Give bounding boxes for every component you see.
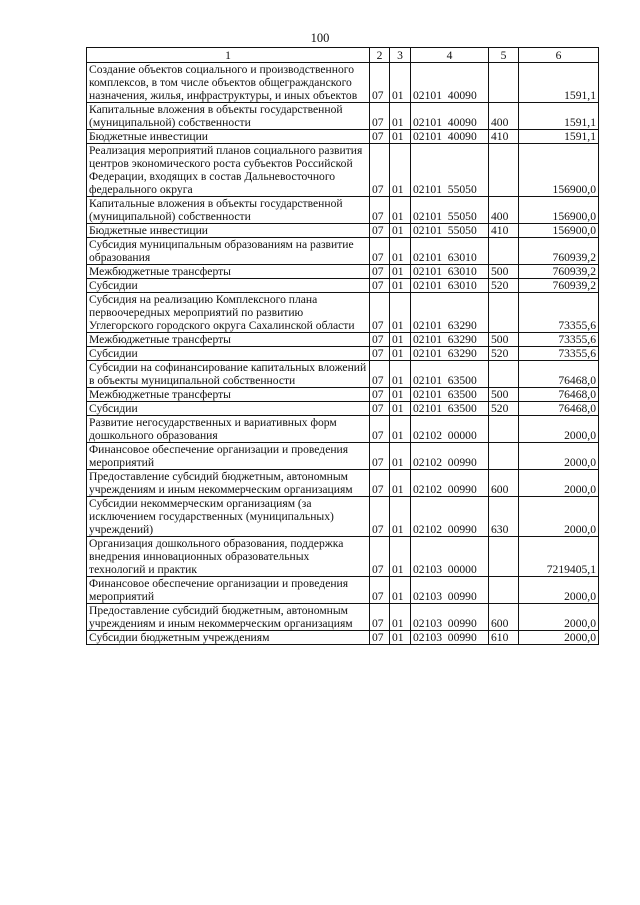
- row-expense-type: 410: [489, 224, 519, 238]
- header-col-1: 1: [87, 48, 370, 63]
- row-section: 07: [370, 103, 390, 130]
- row-section: 07: [370, 604, 390, 631]
- row-amount: 1591,1: [519, 103, 599, 130]
- row-target-article: 02102 00990: [411, 443, 489, 470]
- row-expense-type: 600: [489, 604, 519, 631]
- row-target-article: 02103 00000: [411, 537, 489, 577]
- table-row: [87, 333, 599, 347]
- row-subsection: 01: [390, 443, 411, 470]
- table-row: [87, 416, 599, 443]
- row-amount: 2000,0: [519, 631, 599, 645]
- row-section: 07: [370, 238, 390, 265]
- row-name: Капитальные вложения в объекты государственной (муниципальной) собственности: [87, 197, 370, 224]
- row-section: 07: [370, 470, 390, 497]
- row-expense-type: 520: [489, 279, 519, 293]
- table-row: [87, 63, 599, 103]
- row-section: 07: [370, 416, 390, 443]
- row-target-article: 02103 00990: [411, 577, 489, 604]
- row-target-article: 02102 00000: [411, 416, 489, 443]
- row-amount: 2000,0: [519, 577, 599, 604]
- table-row: [87, 537, 599, 577]
- row-subsection: 01: [390, 333, 411, 347]
- table-row: [87, 224, 599, 238]
- table-row: [87, 347, 599, 361]
- row-subsection: 01: [390, 416, 411, 443]
- table-row: [87, 103, 599, 130]
- row-subsection: 01: [390, 293, 411, 333]
- table-row: [87, 631, 599, 645]
- row-subsection: 01: [390, 388, 411, 402]
- row-amount: 73355,6: [519, 347, 599, 361]
- row-amount: 2000,0: [519, 443, 599, 470]
- header-col-2: 2: [370, 48, 390, 63]
- header-col-3: 3: [390, 48, 411, 63]
- table-row: [87, 238, 599, 265]
- row-subsection: 01: [390, 103, 411, 130]
- row-amount: 73355,6: [519, 293, 599, 333]
- row-amount: 2000,0: [519, 470, 599, 497]
- row-name: Бюджетные инвестиции: [87, 130, 370, 144]
- row-amount: 760939,2: [519, 265, 599, 279]
- table-row: [87, 197, 599, 224]
- row-amount: 1591,1: [519, 130, 599, 144]
- row-amount: 2000,0: [519, 604, 599, 631]
- row-name: Субсидии: [87, 347, 370, 361]
- row-target-article: 02101 63500: [411, 361, 489, 388]
- row-name: Субсидия муниципальным образованиям на развитие образования: [87, 238, 370, 265]
- row-amount: 76468,0: [519, 388, 599, 402]
- row-name: Субсидии некоммерческим организациям (за исключением государственных (муниципальных) учреждений): [87, 497, 370, 537]
- row-name: Межбюджетные трансферты: [87, 388, 370, 402]
- row-name: Субсидии: [87, 402, 370, 416]
- row-name: Межбюджетные трансферты: [87, 333, 370, 347]
- row-target-article: 02101 40090: [411, 130, 489, 144]
- row-expense-type: [489, 416, 519, 443]
- row-name: Финансовое обеспечение организации и проведения мероприятий: [87, 577, 370, 604]
- row-expense-type: 610: [489, 631, 519, 645]
- table-row: [87, 604, 599, 631]
- row-section: 07: [370, 402, 390, 416]
- row-target-article: 02102 00990: [411, 497, 489, 537]
- row-expense-type: 500: [489, 388, 519, 402]
- row-subsection: 01: [390, 402, 411, 416]
- header-col-4: 4: [411, 48, 489, 63]
- table-row: [87, 279, 599, 293]
- row-expense-type: [489, 293, 519, 333]
- row-section: 07: [370, 293, 390, 333]
- row-section: 07: [370, 497, 390, 537]
- row-expense-type: [489, 238, 519, 265]
- row-target-article: 02101 63290: [411, 333, 489, 347]
- row-subsection: 01: [390, 347, 411, 361]
- row-amount: 760939,2: [519, 279, 599, 293]
- row-target-article: 02101 40090: [411, 103, 489, 130]
- row-target-article: 02101 63500: [411, 402, 489, 416]
- row-name: Предоставление субсидий бюджетным, автономным учреждениям и иным некоммерческим организациям: [87, 470, 370, 497]
- row-target-article: 02101 55050: [411, 144, 489, 197]
- table-row: [87, 361, 599, 388]
- row-expense-type: 520: [489, 402, 519, 416]
- row-target-article: 02101 40090: [411, 63, 489, 103]
- row-expense-type: 500: [489, 333, 519, 347]
- header-col-6: 6: [519, 48, 599, 63]
- row-section: 07: [370, 224, 390, 238]
- row-target-article: 02101 63500: [411, 388, 489, 402]
- row-target-article: 02101 63290: [411, 293, 489, 333]
- row-amount: 760939,2: [519, 238, 599, 265]
- row-name: Субсидии на софинансирование капитальных вложений в объекты муниципальной собственности: [87, 361, 370, 388]
- row-expense-type: 400: [489, 197, 519, 224]
- table-row: [87, 388, 599, 402]
- row-section: 07: [370, 347, 390, 361]
- row-expense-type: 410: [489, 130, 519, 144]
- row-amount: 2000,0: [519, 416, 599, 443]
- row-target-article: 02101 55050: [411, 224, 489, 238]
- row-expense-type: 630: [489, 497, 519, 537]
- row-section: 07: [370, 197, 390, 224]
- row-name: Предоставление субсидий бюджетным, автономным учреждениям и иным некоммерческим организациям: [87, 604, 370, 631]
- row-section: 07: [370, 361, 390, 388]
- row-section: 07: [370, 577, 390, 604]
- row-subsection: 01: [390, 63, 411, 103]
- row-target-article: 02101 63290: [411, 347, 489, 361]
- row-section: 07: [370, 631, 390, 645]
- row-name: Капитальные вложения в объекты государственной (муниципальной) собственности: [87, 103, 370, 130]
- row-subsection: 01: [390, 604, 411, 631]
- row-subsection: 01: [390, 577, 411, 604]
- row-target-article: 02101 63010: [411, 238, 489, 265]
- row-section: 07: [370, 388, 390, 402]
- row-expense-type: [489, 537, 519, 577]
- row-section: 07: [370, 443, 390, 470]
- row-subsection: 01: [390, 238, 411, 265]
- row-expense-type: 400: [489, 103, 519, 130]
- row-expense-type: [489, 144, 519, 197]
- table-row: [87, 144, 599, 197]
- row-section: 07: [370, 144, 390, 197]
- row-target-article: 02101 55050: [411, 197, 489, 224]
- row-subsection: 01: [390, 197, 411, 224]
- row-subsection: 01: [390, 631, 411, 645]
- row-name: Реализация мероприятий планов социального развития центров экономического роста субъектов Российской Федерации, входящих в состав Дальневосточного федерального округа: [87, 144, 370, 197]
- table-row: [87, 577, 599, 604]
- row-section: 07: [370, 265, 390, 279]
- row-expense-type: [489, 63, 519, 103]
- header-col-5: 5: [489, 48, 519, 63]
- row-expense-type: [489, 361, 519, 388]
- row-amount: 7219405,1: [519, 537, 599, 577]
- row-name: Создание объектов социального и производственного комплексов, в том числе объектов общегражданского назначения, жилья, инфраструктуры, и иных объектов: [87, 63, 370, 103]
- table-row: [87, 443, 599, 470]
- row-section: 07: [370, 537, 390, 577]
- row-amount: 156900,0: [519, 197, 599, 224]
- row-amount: 76468,0: [519, 361, 599, 388]
- row-expense-type: 500: [489, 265, 519, 279]
- row-expense-type: 600: [489, 470, 519, 497]
- row-expense-type: [489, 577, 519, 604]
- row-subsection: 01: [390, 497, 411, 537]
- row-section: 07: [370, 333, 390, 347]
- row-amount: 156900,0: [519, 224, 599, 238]
- row-amount: 76468,0: [519, 402, 599, 416]
- table-row: [87, 265, 599, 279]
- page-number: 100: [310, 31, 330, 45]
- row-name: Развитие негосударственных и вариативных форм дошкольного образования: [87, 416, 370, 443]
- row-target-article: 02103 00990: [411, 604, 489, 631]
- row-subsection: 01: [390, 144, 411, 197]
- table-row: [87, 293, 599, 333]
- row-subsection: 01: [390, 224, 411, 238]
- row-target-article: 02101 63010: [411, 265, 489, 279]
- row-section: 07: [370, 130, 390, 144]
- row-expense-type: [489, 443, 519, 470]
- row-subsection: 01: [390, 537, 411, 577]
- row-name: Субсидии бюджетным учреждениям: [87, 631, 370, 645]
- row-amount: 2000,0: [519, 497, 599, 537]
- row-name: Бюджетные инвестиции: [87, 224, 370, 238]
- row-section: 07: [370, 279, 390, 293]
- row-name: Субсидии: [87, 279, 370, 293]
- row-target-article: 02102 00990: [411, 470, 489, 497]
- row-name: Организация дошкольного образования, поддержка внедрения инновационных образовательных технологий и практик: [87, 537, 370, 577]
- row-target-article: 02101 63010: [411, 279, 489, 293]
- row-name: Субсидия на реализацию Комплексного плана первоочередных мероприятий по развитию Углегорского городского округа Сахалинской области: [87, 293, 370, 333]
- table-row: [87, 497, 599, 537]
- table-row: [87, 402, 599, 416]
- table-row: [87, 130, 599, 144]
- row-amount: 1591,1: [519, 63, 599, 103]
- row-subsection: 01: [390, 265, 411, 279]
- row-target-article: 02103 00990: [411, 631, 489, 645]
- budget-table: [86, 47, 599, 645]
- row-subsection: 01: [390, 130, 411, 144]
- row-subsection: 01: [390, 361, 411, 388]
- row-name: Межбюджетные трансферты: [87, 265, 370, 279]
- table-header-row: [87, 48, 599, 63]
- row-subsection: 01: [390, 470, 411, 497]
- row-section: 07: [370, 63, 390, 103]
- row-expense-type: 520: [489, 347, 519, 361]
- row-subsection: 01: [390, 279, 411, 293]
- row-name: Финансовое обеспечение организации и проведения мероприятий: [87, 443, 370, 470]
- table-row: [87, 470, 599, 497]
- row-amount: 73355,6: [519, 333, 599, 347]
- row-amount: 156900,0: [519, 144, 599, 197]
